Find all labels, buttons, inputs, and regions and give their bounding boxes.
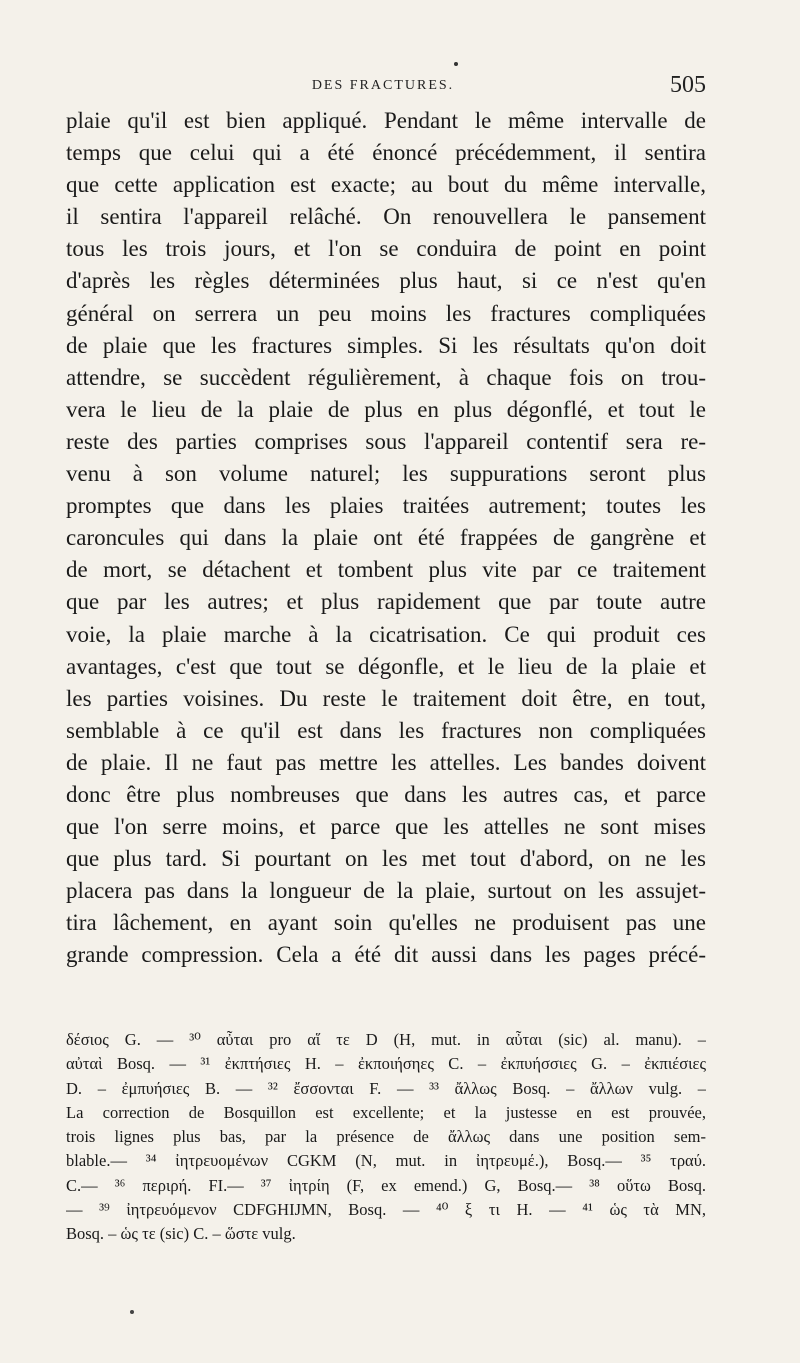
text-line: les parties voisines. Du reste le traitement doit être, en tout, xyxy=(66,685,706,711)
text-line: de mort, se détachent et tombent plus vite par ce traitement xyxy=(66,557,706,583)
footnote-line: La correction de Bosquillon est excellente; et la justesse en est prouvée, xyxy=(66,1102,706,1122)
text-line: venu à son volume naturel; les suppurations seront plus xyxy=(66,461,706,487)
footnote-line: Bosq. – ὡς τε (sic) C. – ὥστε vulg. xyxy=(66,1224,296,1244)
ink-speck xyxy=(130,1310,134,1314)
text-line: temps que celui qui a été énoncé précédemment, il sentira xyxy=(66,140,706,166)
text-line: voie, la plaie marche à la cicatrisation. Ce qui produit ces xyxy=(66,621,706,647)
text-line: caroncules qui dans la plaie ont été frappées de gangrène et xyxy=(66,525,706,551)
text-line: il sentira l'appareil relâché. On renouvellera le pansement xyxy=(66,204,706,230)
text-line: général on serrera un peu moins les fractures compliquées xyxy=(66,300,706,326)
page-number: 505 xyxy=(670,72,706,98)
text-line: tira lâchement, en ayant soin qu'elles ne produisent pas une xyxy=(66,910,706,936)
text-line: plaie qu'il est bien appliqué. Pendant le même intervalle de xyxy=(66,108,706,133)
footnote-line: αὐταὶ Bosq. — ³¹ ἐκπτήσιες H. – ἐκποιήσηες C. – ἐκπυήσσιες G. – ἐκπιέσιες xyxy=(66,1054,706,1074)
footnote-line: trois lignes plus bas, par la présence de ἄλλως dans une position sem- xyxy=(66,1127,706,1147)
main-text xyxy=(66,105,706,972)
footnote-line: blable.— ³⁴ ἰητρευομένων CGKM (N, mut. in ἰητρευμέ.), Bosq.— ³⁵ τραύ. xyxy=(66,1151,706,1171)
text-line: de plaie. Il ne faut pas mettre les attelles. Les bandes doivent xyxy=(66,749,706,775)
text-line: semblable à ce qu'il est dans les fractures non compliquées xyxy=(66,717,706,743)
text-line: placera pas dans la longueur de la plaie, surtout on les assujet- xyxy=(66,878,706,904)
text-line: d'après les règles déterminées plus haut, si ce n'est qu'en xyxy=(66,268,706,294)
text-line: que plus tard. Si pourtant on les met tout d'abord, on ne les xyxy=(66,846,706,872)
running-head xyxy=(60,72,706,102)
footnote-line: δέσιος G. — ³⁰ αὖται pro αἵ τε D (H, mut. in αὖται (sic) al. manu). – xyxy=(66,1030,706,1049)
text-line: que par les autres; et plus rapidement que par toute autre xyxy=(66,589,706,615)
text-line: promptes que dans les plaies traitées autrement; toutes les xyxy=(66,493,706,519)
text-line: reste des parties comprises sous l'appareil contentif sera re- xyxy=(66,428,706,454)
text-line: avantages, c'est que tout se dégonfle, et le lieu de la plaie et xyxy=(66,653,706,679)
text-line: donc être plus nombreuses que dans les autres cas, et parce xyxy=(66,781,706,807)
text-line: attendre, se succèdent régulièrement, à chaque fois on trou- xyxy=(66,364,706,390)
text-line: tous les trois jours, et l'on se conduira de point en point xyxy=(66,236,706,262)
footnote-line: D. – ἐμπυήσιες B. — ³² ἔσσονται F. — ³³ ἄλλως Bosq. – ἄλλων vulg. – xyxy=(66,1078,706,1098)
text-line: que l'on serre moins, et parce que les attelles ne sont mises xyxy=(66,814,706,840)
text-line: que cette application est exacte; au bout du même intervalle, xyxy=(66,172,706,198)
text-line: vera le lieu de la plaie de plus en plus dégonflé, et tout le xyxy=(66,396,706,422)
footnote-line: C.— ³⁶ περιρή. FI.— ³⁷ ἰητρίη (F, ex emend.) G, Bosq.— ³⁸ οὕτω Bosq. xyxy=(66,1175,706,1195)
text-line: de plaie que les fractures simples. Si les résultats qu'on doit xyxy=(66,332,706,358)
footnote-line: — ³⁹ ἰητρευόμενον CDFGHIJMN, Bosq. — ⁴⁰ ξ τι H. — ⁴¹ ὡς τὰ MN, xyxy=(66,1200,706,1220)
running-title: DES FRACTURES. xyxy=(311,78,455,93)
text-line: grande compression. Cela a été dit aussi dans les pages précé- xyxy=(66,942,706,968)
ink-speck xyxy=(454,62,458,66)
footnotes xyxy=(66,1028,706,1247)
